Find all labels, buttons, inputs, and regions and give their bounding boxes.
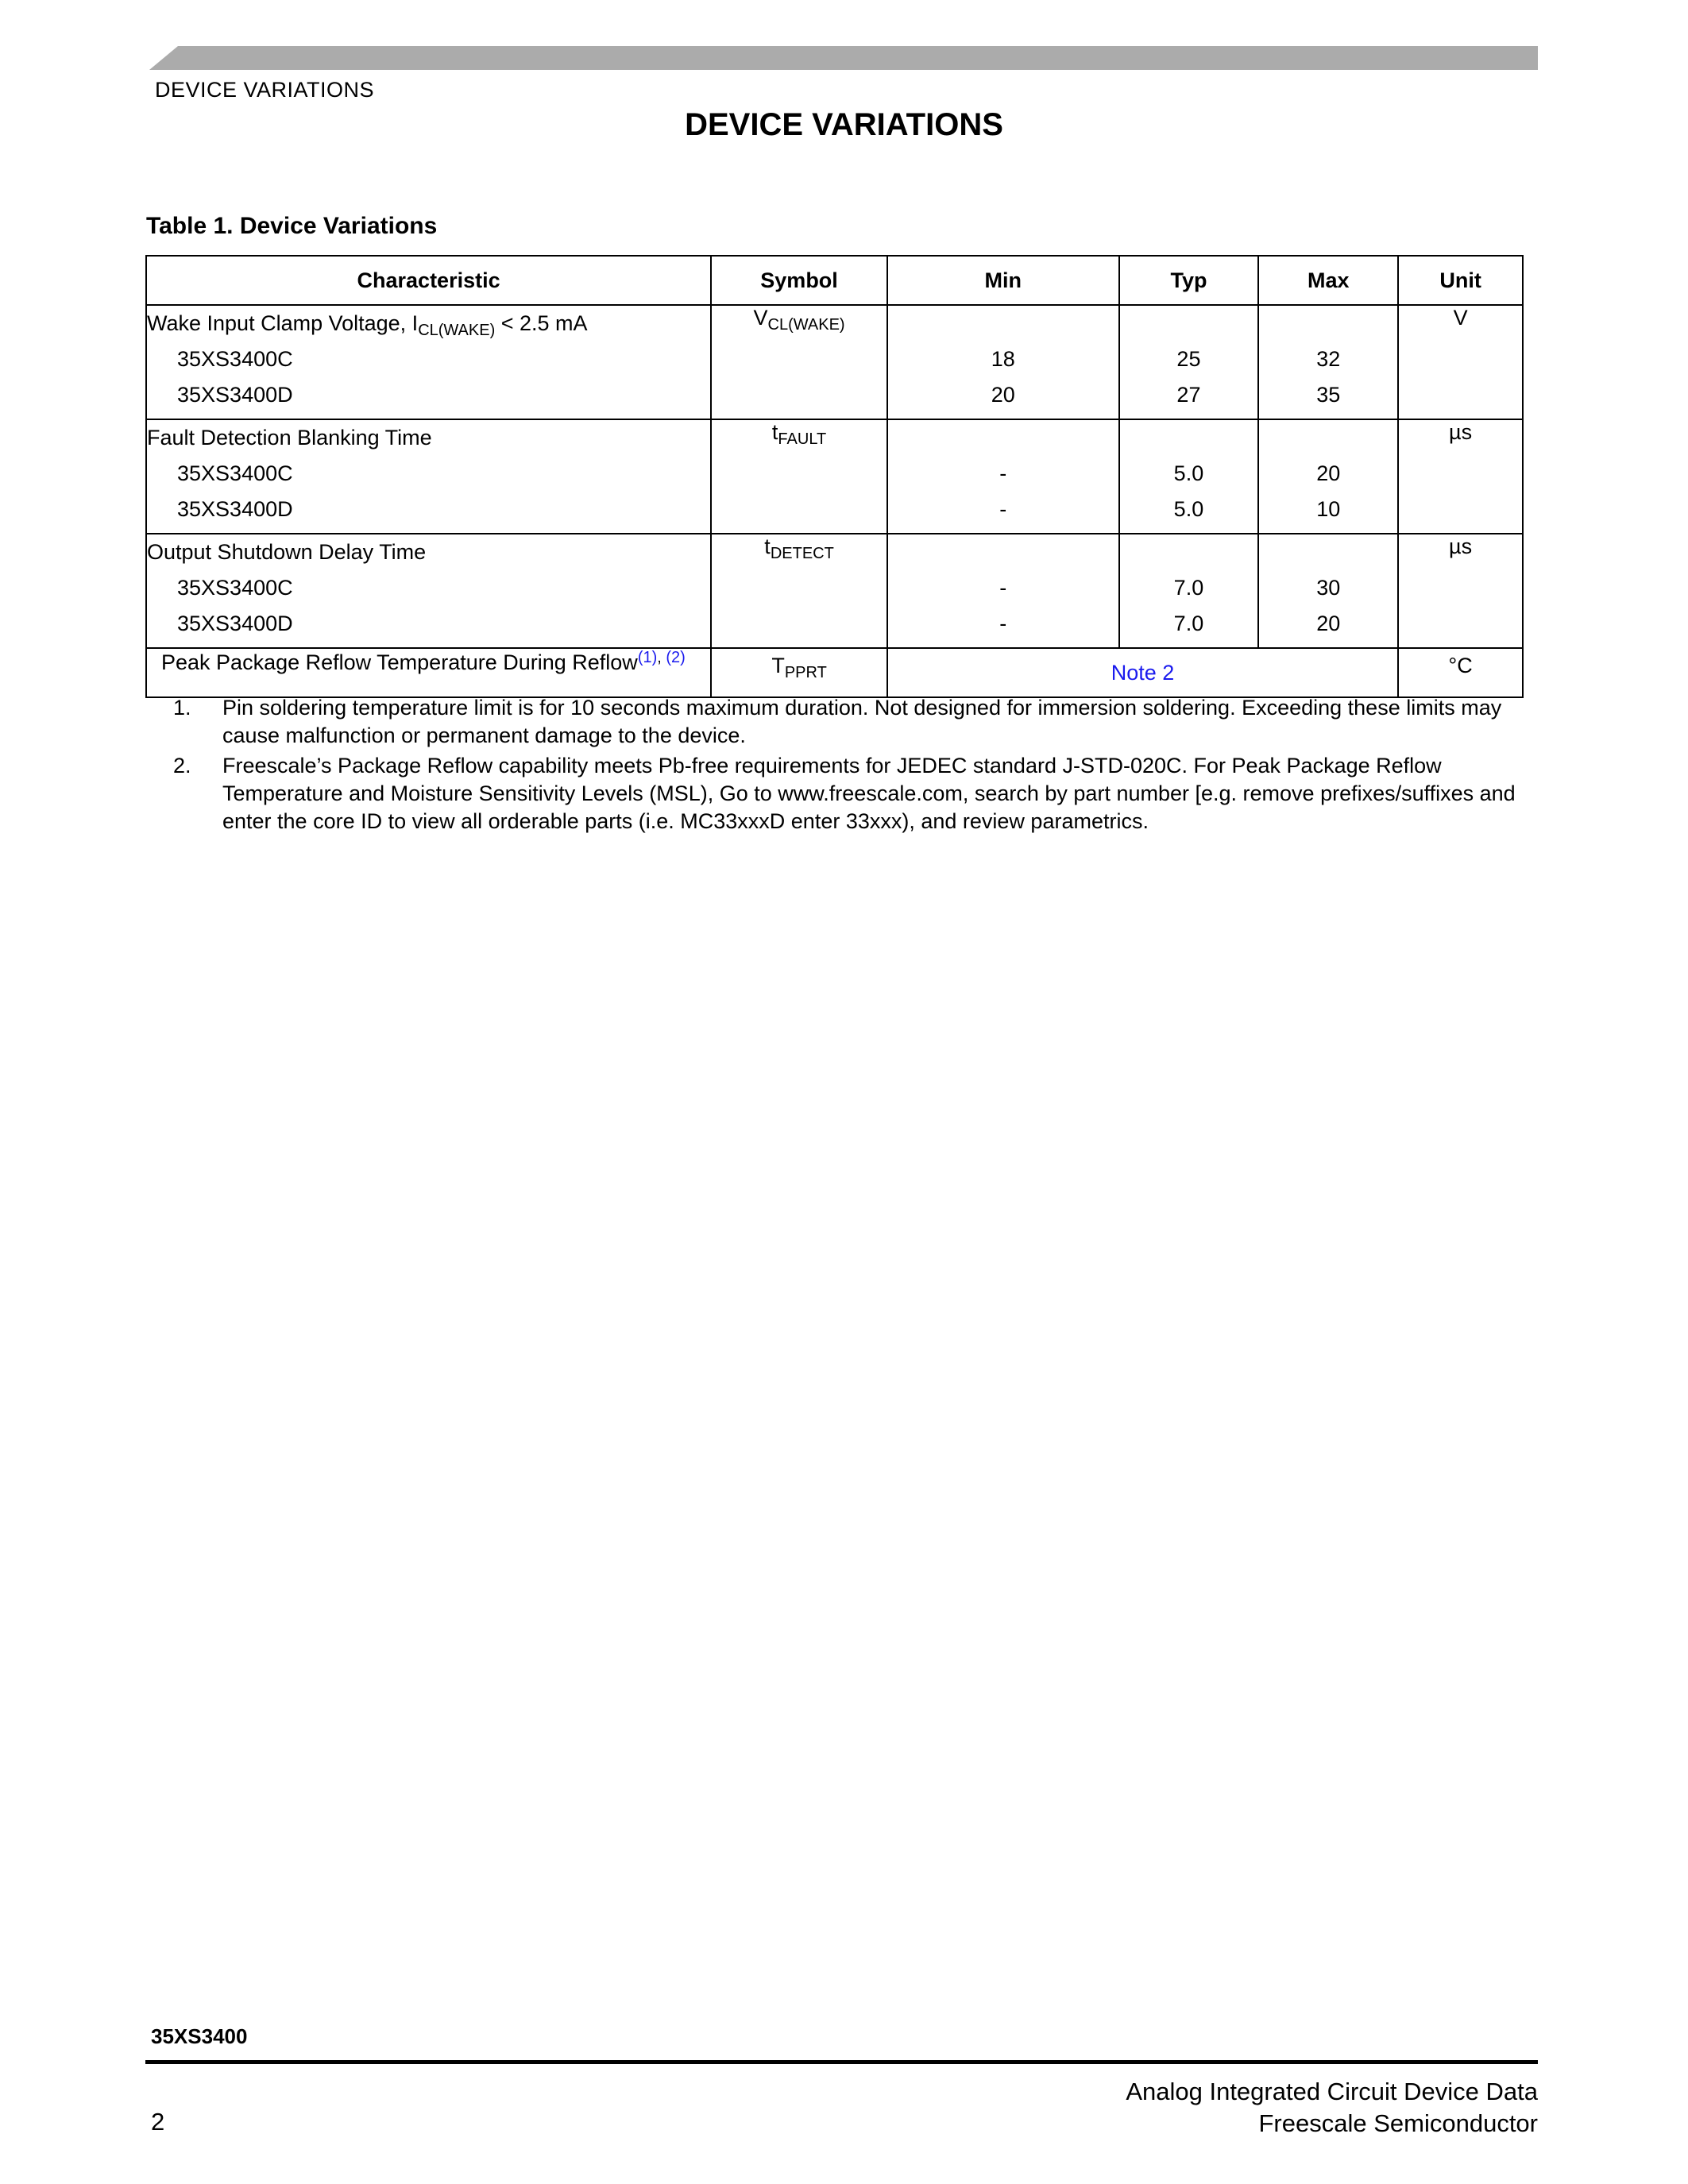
table-row <box>146 534 1523 648</box>
footnote-link-2[interactable]: (2) <box>666 649 686 666</box>
column-header-min: Min <box>887 256 1119 305</box>
footer-part-number: 35XS3400 <box>151 2024 248 2048</box>
value-span-cell <box>887 648 1398 697</box>
characteristic-cell <box>146 419 711 534</box>
symbol-cell: $T_{PPRT}$ <box>711 648 887 697</box>
variant-part: 35XS3400D <box>177 497 293 521</box>
variant-part: 35XS3400C <box>177 347 293 371</box>
column-header-characteristic: Characteristic <box>146 256 711 305</box>
symbol-cell: $t_{DETECT}$ <box>711 534 887 648</box>
max-value: 32 <box>1316 347 1341 371</box>
page-title: DEVICE VARIATIONS <box>685 107 1003 142</box>
max-cell <box>1258 534 1398 648</box>
table-notes <box>173 694 1524 838</box>
typ-value: 25 <box>1176 347 1201 371</box>
unit-cell: °C <box>1398 648 1523 697</box>
min-value: - <box>999 612 1007 635</box>
footer-doc-title: Analog Integrated Circuit Device Data <box>1126 2078 1538 2105</box>
variant-part: 35XS3400C <box>177 576 293 600</box>
table-row <box>146 648 1523 697</box>
typ-cell <box>1119 419 1259 534</box>
typ-cell <box>1119 305 1259 419</box>
characteristic-label: Wake Input Clamp Voltage, $I_{CL(WAKE)} < 2.5$ mA <box>147 311 588 339</box>
min-value: - <box>999 461 1007 485</box>
min-value: 18 <box>991 347 1015 371</box>
footer-rule <box>145 2060 1538 2064</box>
page-number: 2 <box>151 2108 165 2136</box>
characteristic-label: Peak Package Reflow Temperature During Reflow <box>161 650 638 674</box>
min-cell <box>887 305 1119 419</box>
max-cell <box>1258 305 1398 419</box>
max-value: 20 <box>1316 461 1341 485</box>
footnote-number: 2. <box>173 754 191 778</box>
characteristic-cell <box>146 534 711 648</box>
table-caption: Table 1. Device Variations <box>146 213 438 239</box>
min-cell <box>887 419 1119 534</box>
header-bar <box>149 46 1538 70</box>
characteristic-cell <box>146 305 711 419</box>
min-cell <box>887 534 1119 648</box>
min-value: - <box>999 576 1007 600</box>
note-2-link[interactable]: Note 2 <box>1111 660 1175 685</box>
typ-value: 5.0 <box>1173 497 1204 521</box>
max-value: 20 <box>1316 612 1341 635</box>
min-value: 20 <box>991 383 1015 407</box>
footnote-number: 1. <box>173 696 191 720</box>
footnote-text: Pin soldering temperature limit is for 10 seconds maximum duration. Not designed for immersion soldering. Exceeding these limits may cause malfunction or permanent damage to the device. <box>222 696 1502 747</box>
footer-company: Freescale Semiconductor <box>1258 2109 1538 2137</box>
column-header-typ: Typ <box>1119 256 1259 305</box>
characteristic-label: Fault Detection Blanking Time <box>147 426 432 450</box>
footnote-2 <box>173 752 1524 835</box>
footer-document-info <box>1126 2076 1538 2140</box>
symbol-cell: $V_{CL(WAKE)}$ <box>711 305 887 419</box>
max-value: 30 <box>1316 576 1341 600</box>
typ-value: 27 <box>1176 383 1201 407</box>
max-cell <box>1258 419 1398 534</box>
unit-cell: µs <box>1398 534 1523 648</box>
variant-part: 35XS3400D <box>177 383 293 407</box>
characteristic-cell: Peak Package Reflow Temperature During Reflow$^{(1), (2)}$ <box>146 648 711 697</box>
min-value: - <box>999 497 1007 521</box>
unit-cell: µs <box>1398 419 1523 534</box>
symbol-cell: $t_{FAULT}$ <box>711 419 887 534</box>
unit-cell: V <box>1398 305 1523 419</box>
footnote-link-1[interactable]: (1) <box>637 649 658 666</box>
typ-value: 7.0 <box>1173 612 1204 635</box>
running-header-section: DEVICE VARIATIONS <box>155 78 375 102</box>
max-value: 10 <box>1316 497 1341 521</box>
device-variations-table <box>145 255 1524 698</box>
typ-value: 5.0 <box>1173 461 1204 485</box>
typ-value: 7.0 <box>1173 576 1204 600</box>
variant-part: 35XS3400C <box>177 461 293 485</box>
footnote-text: Freescale’s Package Reflow capability meets Pb-free requirements for JEDEC standard J-STD-020C. For Peak Package Reflow Temperature and Moisture Sensitivity Levels (MSL), Go to www.freescale.com, search by part number [e.g. remove prefixes/suffixes and enter the core ID to view all orderable parts (i.e. MC33xxxD enter 33xxx), and review parametrics. <box>222 754 1516 833</box>
column-header-max: Max <box>1258 256 1398 305</box>
characteristic-label: Output Shutdown Delay Time <box>147 540 427 564</box>
table-row <box>146 305 1523 419</box>
max-value: 35 <box>1316 383 1341 407</box>
table-header-row <box>146 256 1523 305</box>
column-header-unit: Unit <box>1398 256 1523 305</box>
footnote-1 <box>173 694 1524 750</box>
column-header-symbol: Symbol <box>711 256 887 305</box>
typ-cell <box>1119 534 1259 648</box>
variant-part: 35XS3400D <box>177 612 293 635</box>
table-row <box>146 419 1523 534</box>
